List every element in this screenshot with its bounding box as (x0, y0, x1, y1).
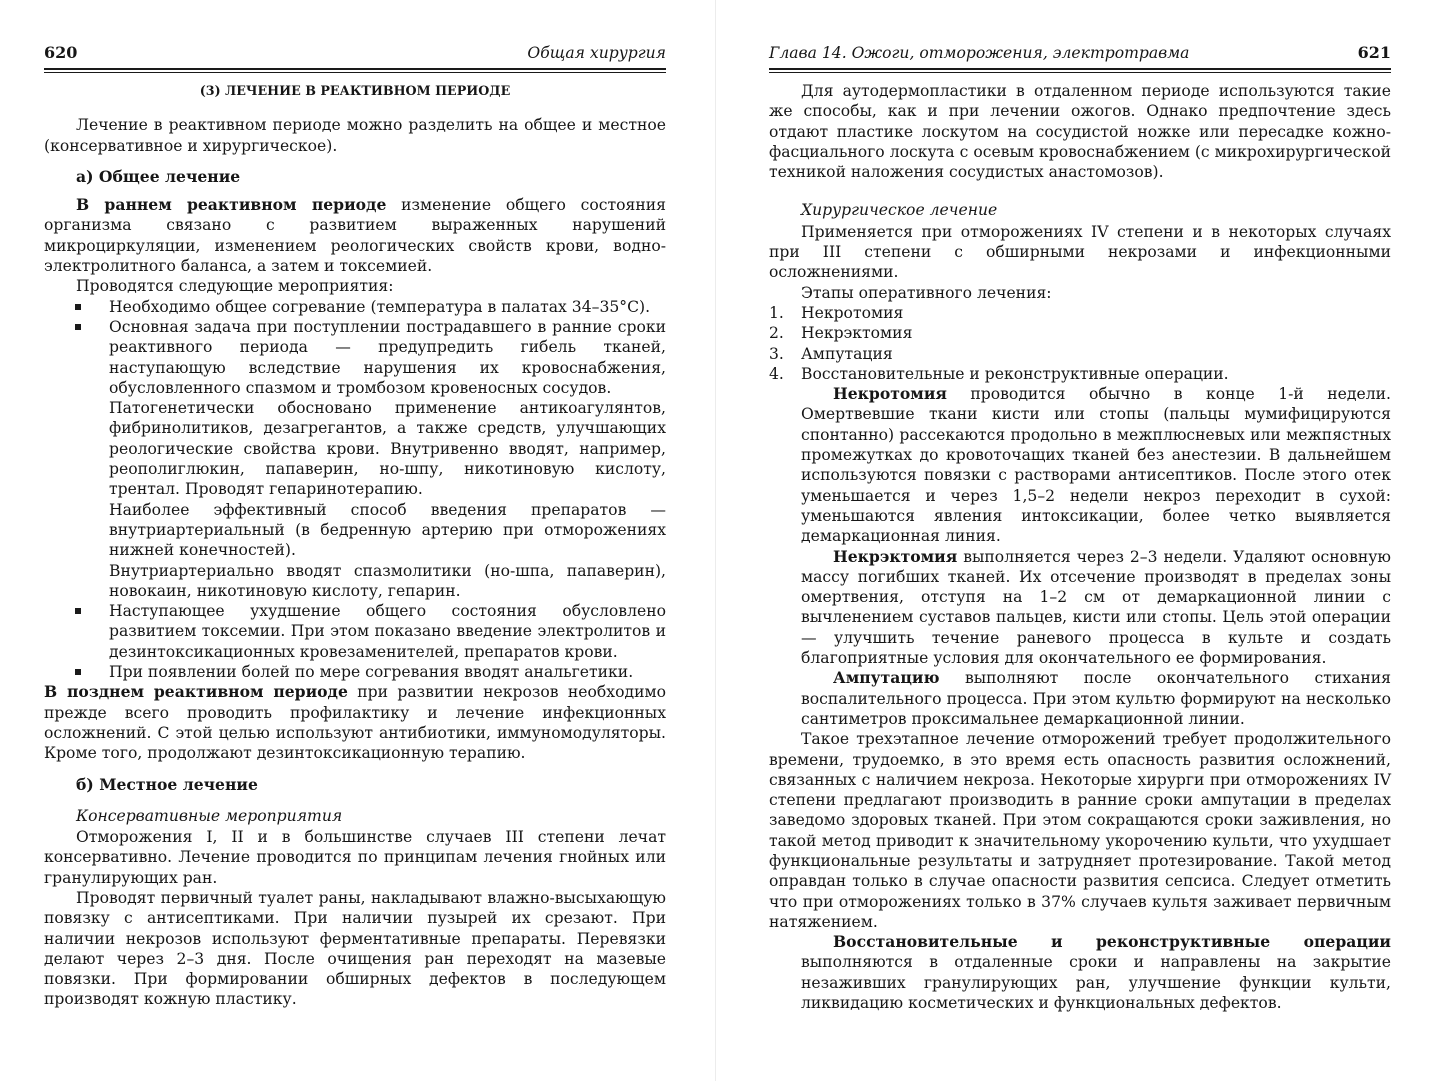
left-header-rule (44, 68, 666, 73)
bullet-continuation: Наиболее эффективный способ введения препаратов — внутриартериальный (в бедренную артерию при отморожениях нижней конечностей). (109, 500, 666, 560)
stages-intro: Этапы оперативного лечения: (801, 283, 1052, 302)
bullet-continuation: Внутриартериально вводят спазмолитики (но-шпа, папаверин), новокаин, никотиновую кислоту, гепарин. (109, 561, 666, 600)
necrotomy-paragraph (769, 384, 1391, 546)
measures-list (44, 297, 666, 398)
list-item: Наступающее ухудшение общего состояния обусловлено развитием токсемии. При этом показано введение электролитов и дезинтоксикационных кровезаменителей, препаратов крови. (44, 601, 666, 662)
late-period-text: при развитии некрозов необходимо прежде всего проводить профилактику и лечение инфекционных осложнений. С этой целью используют антибиотики, иммуномодуляторы. Кроме того, продолжают дезинтоксикационную терапию. (44, 683, 666, 763)
late-period-lead: В позднем реактивном периоде (44, 682, 348, 702)
list-item (769, 344, 1391, 364)
right-page-header (769, 38, 1391, 68)
general-treatment-title: а) Общее лечение (76, 166, 241, 186)
early-period-text: изменение общего состояния организма связано с развитием выраженных нарушений микроциркуляции, изменением реологических свойств крови, водно-электролитного баланса, а затем и токсемией. (44, 196, 666, 276)
stage-number: 1. (769, 303, 784, 322)
list-item (769, 303, 1391, 323)
left-page-body (44, 81, 666, 1010)
list-item (769, 364, 1391, 384)
left-page (44, 38, 666, 1073)
amputation-text: выполняют после окончательного стихания воспалительного процесса. При этом культю формируют на несколько сантиметров проксимальнее демаркационной линии. (801, 669, 1391, 728)
stage-label: Восстановительные и реконструктивные операции. (801, 364, 1229, 383)
early-period-paragraph (44, 195, 666, 276)
measures-intro: Проводятся следующие мероприятия: (76, 277, 394, 296)
stage-label: Некротомия (801, 303, 904, 322)
surgical-treatment-title: Хирургическое лечение (801, 201, 998, 220)
list-item: Основная задача при поступлении пострадавшего в ранние сроки реактивного периода — предупредить гибель тканей, наступающую вследствие нарушения их кровоснабжения, обусловленного спазмом и тромбозом кровеносных сосудов. (44, 317, 666, 398)
reconstructive-term: Восстановительные и реконструктивные операции (833, 932, 1391, 952)
reconstructive-paragraph (769, 932, 1391, 1013)
stages-list (769, 303, 1391, 384)
surgical-paragraph: Применяется при отморожениях IV степени и в некоторых случаях при III степени с обширными некрозами и инфекционными осложнениями. (769, 222, 1391, 282)
necrectomy-term: Некрэктомия (833, 546, 958, 566)
necrectomy-text: выполняется через 2–3 недели. Удаляют основную массу погибших тканей. Их отсечение производят в пределах зоны омертвения, отступя на 1–2 см от демаркационной линии с вычленением суставов пальцев, кисти или стопы. Цель этой операции — улучшить течение раневого процесса в культе и создать благоприятные условия для окончательного ее формирования. (801, 547, 1391, 668)
right-page (769, 38, 1391, 1073)
amputation-term: Ампутацию (833, 668, 940, 688)
list-item: При появлении болей по мере согревания вводят анальгетики. (44, 662, 666, 682)
necrotomy-term: Некротомия (833, 384, 947, 404)
reconstructive-text: выполняются в отдаленные сроки и направлены на закрытие незаживших гранулирующих ран, улучшение функции культи, ликвидацию косметических и функциональных дефектов. (801, 953, 1391, 1013)
stage-label: Ампутация (801, 344, 893, 363)
right-page-number: 621 (1357, 43, 1391, 62)
local-treatment-title: б) Местное лечение (76, 774, 258, 794)
left-page-header (44, 38, 666, 68)
measures-list-continued (44, 601, 666, 682)
list-item (769, 323, 1391, 343)
left-running-title: Общая хирургия (527, 44, 666, 62)
right-page-body (769, 81, 1391, 1013)
right-header-rule (769, 68, 1391, 73)
conservative-title: Консервативные мероприятия (76, 806, 343, 825)
late-period-paragraph (44, 682, 666, 763)
list-item: Необходимо общее согревание (температура в палатах 34–35°С). (44, 297, 666, 317)
intro-paragraph: Лечение в реактивном периоде можно разделить на общее и местное (консервативное и хирургическое). (44, 116, 666, 155)
necrotomy-text: проводится обычно в конце 1-й недели. Омертвевшие ткани кисти или стопы (пальцы мумифицируются спонтанно) рассекаются продольно в межплюсневых или межпястных промежутках до кровоточащих тканей без анестезии. В дальнейшем используются повязки с растворами антисептиков. После этого отек уменьшается и через 1,5–2 недели некроз переходит в сухой: уменьшаются явления интоксикации, более четко выявляется демаркационная линия. (801, 385, 1391, 546)
amputation-paragraph (769, 668, 1391, 729)
early-period-lead: В раннем реактивном периоде (76, 195, 387, 215)
autodermoplasty-paragraph: Для аутодермопластики в отдаленном периоде используются такие же способы, как и при лечении ожогов. Однако предпочтение здесь отдают пластике лоскутом на сосудистой ножке или пересадке кожно-фасциального лоскута с осевым кровоснабжением (с микрохирургической техникой наложения сосудистых анастомозов). (769, 82, 1391, 182)
right-running-title: Глава 14. Ожоги, отморожения, электротравма (769, 44, 1190, 62)
stage-number: 2. (769, 324, 784, 343)
three-stage-paragraph: Такое трехэтапное лечение отморожений требует продолжительного времени, трудоемко, в это время есть опасность развития осложнений, связанных с наличием некроза. Некоторые хирурги при отморожениях IV степени предлагают производить в ранние сроки ампутации в пределах заведомо здоровых тканей. При этом сокращаются сроки заживления, но такой метод приводит к значительному укорочению культи, что ухудшает функциональные результаты и затрудняет протезирование. Такой метод оправдан только в случае опасности развития сепсиса. Следует отметить что при отморожениях только в 37% случаев культя заживает первичным натяжением. (769, 730, 1391, 931)
necrectomy-paragraph (769, 547, 1391, 669)
section-heading: (3) ЛЕЧЕНИЕ В РЕАКТИВНОМ ПЕРИОДЕ (199, 83, 511, 98)
bullet-continuation: Патогенетически обосновано применение антикоагулянтов, фибринолитиков, дезагрегантов, а также средств, улучшающих реологические свойства крови. Внутривенно вводят, например, реополиглюкин, папаверин, но-шпу, никотиновую кислоту, трентал. Проводят гепаринотерапию. (109, 399, 666, 499)
stage-label: Некрэктомия (801, 324, 913, 343)
conservative-paragraph-2: Проводят первичный туалет раны, накладывают влажно-высыхающую повязку с антисептиками. При наличии пузырей их срезают. При наличии некрозов используют ферментативные препараты. Перевязки делают через 2–3 дня. После очищения ран переходят на мазевые повязки. При формировании обширных дефектов в последующем производят кожную пластику. (44, 888, 666, 1009)
stage-number: 4. (769, 364, 784, 383)
conservative-paragraph-1: Отморожения I, II и в большинстве случаев III степени лечат консервативно. Лечение проводится по принципам лечения гнойных или гранулирующих ран. (44, 828, 666, 887)
left-page-number: 620 (44, 43, 78, 62)
stage-number: 3. (769, 344, 784, 363)
page-gutter (715, 0, 716, 1081)
